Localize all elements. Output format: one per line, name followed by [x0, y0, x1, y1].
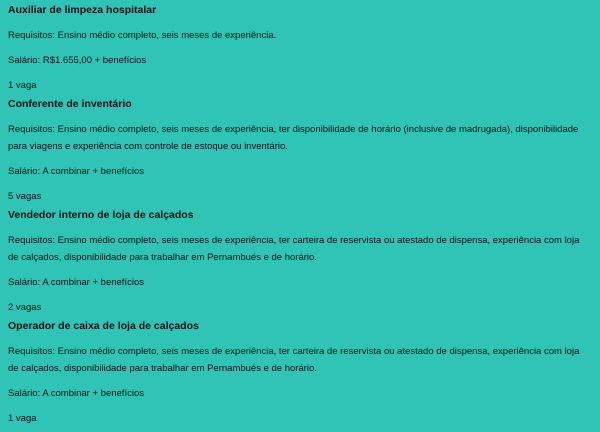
job-requirements: Requisitos: Ensino médio completo, seis meses de experiência, ter disponibilidade de horário (inclusive de madrugada), disponibilidade para viagens e experiência com controle de estoque ou inventário. [8, 124, 579, 152]
job-requirements: Requisitos: Ensino médio completo, seis meses de experiência, ter carteira de reservista ou atestado de dispensa, experiência com loja de calçados, disponibilidade para trabalhar em Pernambués e de horário. [8, 346, 580, 374]
job-salary: Salário: R$1.655,00 + benefícios [8, 55, 147, 66]
job-title: Conferente de inventário [8, 98, 132, 110]
job-listing [8, 205, 592, 316]
job-requirements: Requisitos: Ensino médio completo, seis meses de experiência, ter carteira de reservista ou atestado de dispensa, experiência com loja de calçados, disponibilidade para trabalhar em Pernambués e de horário. [8, 235, 580, 263]
job-title: Auxiliar de limpeza hospitalar [8, 4, 157, 16]
job-vacancies: 1 vaga [8, 80, 37, 91]
job-salary: Salário: A combinar + benefícios [8, 277, 144, 288]
job-vacancies: 2 vagas [8, 302, 42, 313]
job-listing [8, 94, 592, 205]
job-listing [8, 0, 592, 94]
job-salary: Salário: A combinar + benefícios [8, 388, 144, 399]
job-listing [8, 316, 592, 427]
job-salary: Salário: A combinar + benefícios [8, 166, 144, 177]
job-requirements: Requisitos: Ensino médio completo, seis meses de experiência. [8, 30, 277, 41]
job-vacancies: 5 vagas [8, 191, 42, 202]
job-title: Operador de caixa de loja de calçados [8, 320, 199, 332]
job-title: Vendedor interno de loja de calçados [8, 209, 194, 221]
job-vacancies: 1 vaga [8, 413, 37, 424]
